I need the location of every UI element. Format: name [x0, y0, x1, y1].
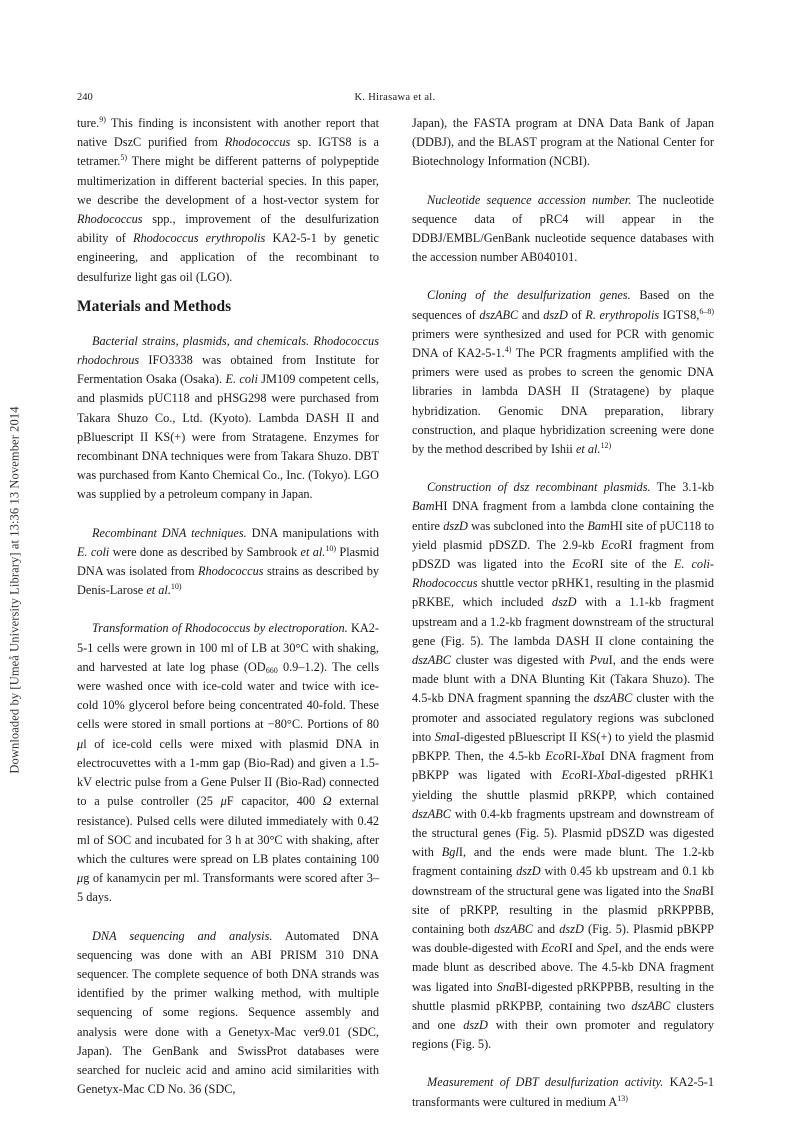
- section-heading-materials-methods: Materials and Methods: [77, 297, 232, 315]
- paragraph-recombinant-dna: Recombinant DNA techniques. DNA manipulations with E. coli were done as described by Sambrook et al.$^{10)}$ Plasmid DNA was isolated from Rhodococcus strains as described by Denis-Larose et al.$^{10)}$: [77, 525, 379, 598]
- paragraph-measurement: Measurement of DBT desulfurization activity. KA2-5-1 transformants were cultured in medium $A^{13)}$: [412, 1075, 714, 1109]
- intro-paragraph: ture.$^{9)}$ This finding is inconsistent with another report that native DszC purified from Rhodococcus sp. IGTS8 is a tetramer.$^{5)}$ There might be different patterns of polypeptide multimerization in different bacterial species. In this paper, we describe the development of a host-vector system for Rhodococcus spp., improvement of the desulfurization ability of Rhodococcus erythropolis KA2-5-1 by genetic engineering, and application of the recombinant to desulfurize light gas oil (LGO).: [77, 115, 379, 284]
- subheading-recombinant-dna: Recombinant DNA techniques.: [92, 525, 247, 540]
- subheading-strains: Bacterial strains, plasmids, and chemicals.: [92, 333, 310, 348]
- paragraph-sequencing-continued: Japan), the FASTA program at DNA Data Bank of Japan (DDBJ), and the BLAST program at the National Center for Biotechnology Information (NCBI).: [412, 116, 714, 169]
- page-number: 240: [77, 92, 93, 103]
- subheading-measurement: Measurement of DBT desulfurization activity.: [427, 1075, 664, 1090]
- paragraph-transformation: Transformation of Rhodococcus by electroporation. KA2-5-1 cells were grown in 100 ml of LB at 30°C with shaking, and harvested at late log phase ($OD_{660}$ 0.9–1.2). The cells were washed once with ice-cold water and twice with ice-cold 10% glycerol before being concentrated 40-fold. These cells were stored in small portions at −80°C. Portions of 80 μl of ice-cold cells were mixed with plasmid DNA in electrocuvettes with a 1-mm gap (Bio-Rad) and given a 1.5-kV electric pulse from a Gene Pulser II (Bio-Rad) connected to a pulse controller (25 μF capacitor, 400 Ω external resistance). Pulsed cells were diluted immediately with 0.42 ml of SOC and incubated for 3 h at 30°C with shaking, after which the cultures were spread on LB plates containing 100 μg of kanamycin per ml. Transformants were scored after 3–5 days.: [77, 621, 379, 905]
- paragraph-accession-number: Nucleotide sequence accession number. The nucleotide sequence data of pRC4 will appear in the DDBJ/EMBL/GenBank nucleotide sequence databases with the accession number AB040101.: [412, 192, 714, 265]
- paragraph-construction: Construction of dsz recombinant plasmids. The 3.1-kb BamHI DNA fragment from a lambda clone containing the entire dszD was subcloned into the BamHI site of pUC118 to yield plasmid pDSZD. The 2.9-kb EcoRI fragment from pDSZD was ligated into the EcoRI site of the E. coli-Rhodococcus shuttle vector pRHK1, resulting in the plasmid pRKBE, which included dszD with a 1.1-kb fragment upstream and a 1.2-kb fragment downstream of the structural gene (Fig. 5). The lambda DASH II clone containing the dszABC cluster was digested with PvuI, and the ends were made blunt with a DNA Blunting Kit (Takara Shuzo). The 4.5-kb DNA fragment spanning the dszABC cluster with the promoter and associated regulatory regions was subcloned into SmaI-digested pBluescript II KS(+) to yield the plasmid pBKPP. Then, the 4.5-kb EcoRI-XbaI DNA fragment from pBKPP was ligated with EcoRI-XbaI-digested pRHK1 yielding the shuttle plasmid pRKPP, which contained dszABC with 0.4-kb fragments upstream and downstream of the structural genes (Fig. 5). Plasmid pDSZD was digested with BglI, and the ends were made blunt. The 1.2-kb fragment containing dszD with 0.45 kb upstream and 0.1 kb downstream of the structural gene was ligated into the SnaBI site of pRKPP, resulting in the plasmid pRKPPBB, containing both dszABC and dszD (Fig. 5). Plasmid pBKPP was double-digested with EcoRI and SpeI, and the ends were made blunt as described above. The 4.5-kb DNA fragment was ligated into SnaBI-digested pRKPPBB, resulting in the shuttle plasmid pRKPBP, containing two dszABC clusters and one dszD with their own promoter and regulatory regions (Fig. 5).: [412, 480, 715, 1052]
- running-authors: K. Hirasawa et al.: [354, 92, 436, 103]
- left-column: [77, 114, 379, 1099]
- paragraph-cloning: Cloning of the desulfurization genes. Based on the sequences of dszABC and dszD of R. erythropolis IGTS8,$^{6-8)}$ primers were synthesized and used for PCR with genomic DNA of KA2-5-1.$^{4)}$ The PCR fragments amplified with the primers were used as probes to screen the genomic DNA libraries in lambda DASH II (Stratagene) by plaque hybridization. Genomic DNA preparation, library construction, and plaque hybridization screening were done by the method described by Ishii et al.$^{12)}$: [412, 288, 714, 457]
- subheading-construction: Construction of dsz recombinant plasmids.: [427, 480, 651, 495]
- right-column: [412, 114, 714, 1112]
- subheading-accession-number: Nucleotide sequence accession number.: [427, 192, 632, 207]
- subheading-transformation: Transformation of Rhodococcus by electroporation.: [92, 621, 348, 636]
- download-stamp: [2, 270, 28, 910]
- running-header: [77, 92, 713, 108]
- paragraph-strains: Bacterial strains, plasmids, and chemicals. Rhodococcus rhodochrous IFO3338 was obtained from Institute for Fermentation Osaka (Osaka). E. coli JM109 competent cells, and plasmids pUC118 and pHSG298 were purchased from Takara Shuzo Co., Ltd. (Kyoto). Lambda DASH II and pBluescript II KS(+) were from Stratagene. Enzymes for recombinant DNA techniques were from Takara Shuzo. DBT was purchased from Kanto Chemical Co., Inc. (Tokyo). LGO was supplied by a petroleum company in Japan.: [77, 333, 380, 502]
- download-stamp-text: Downloaded by [Umeå University Library] at 13:36 13 November 2014: [7, 406, 22, 774]
- paragraph-dna-sequencing: DNA sequencing and analysis. Automated DNA sequencing was done with an ABI PRISM 310 DNA sequencer. The complete sequence of both DNA strands was identified by the primer walking method, with multiple sequencing of some regions. Sequence assembly and analysis were done with a Genetyx-Mac ver9.01 (SDC, Japan). The GenBank and SwissProt databases were searched for nucleic acid and amino acid similarities with Genetyx-Mac CD No. 36 (SDC,: [77, 928, 379, 1097]
- subheading-dna-sequencing: DNA sequencing and analysis.: [92, 928, 273, 943]
- subheading-cloning: Cloning of the desulfurization genes.: [427, 288, 631, 303]
